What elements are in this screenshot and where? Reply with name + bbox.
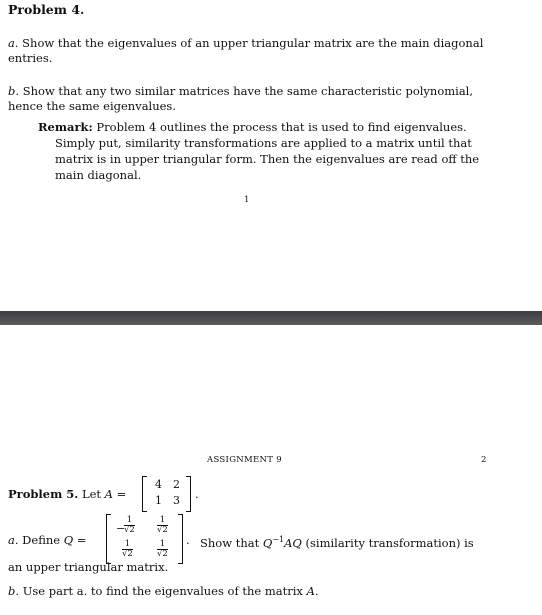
matrix-q-minus-sign: −: [116, 522, 126, 535]
show-that-text: Show that: [200, 535, 260, 550]
problem-5-title: Problem 5.: [8, 487, 79, 501]
matrix-a-r1c1: 4: [155, 478, 162, 491]
problem-4-part-b: [8, 83, 473, 99]
matrix-q-left-bracket: [106, 514, 111, 564]
let-text: Let: [81, 487, 102, 501]
matrix-q-r1c1: $\frac{1}{√2}$: [124, 515, 135, 535]
q-name: Q: [63, 533, 74, 547]
matrix-a-right-bracket: [186, 476, 191, 512]
part-a-text: Show that the eigenvalues of an upper triangular matrix are the main diagonal: [22, 36, 484, 50]
matrix-a-r2c2: 3: [173, 494, 180, 507]
expr-inverse-sup: −1: [272, 535, 285, 544]
part-a-label: a.: [8, 36, 19, 50]
part-b-text: Show that any two similar matrices have the same characteristic polynomial,: [22, 84, 474, 98]
matrix-q-r2c2: $\frac{1}{√2}$: [157, 539, 168, 559]
part-a-label-p5: a.: [8, 533, 19, 547]
show-that-line: [200, 532, 474, 551]
part-b-matrix-name: A: [306, 584, 315, 598]
equals-sign: =: [116, 487, 127, 501]
equals-sign-q: =: [76, 533, 87, 547]
part-b-label-p5: b.: [8, 584, 20, 598]
matrix-a-period: .: [195, 487, 199, 501]
define-text: Define: [22, 533, 61, 547]
remark-line-4: main diagonal.: [55, 168, 142, 182]
expr-aq: AQ: [284, 535, 302, 550]
remark-line-3: matrix is in upper triangular form. Then the eigenvalues are read off the: [55, 152, 480, 166]
matrix-q-r1c2: $\frac{1}{√2}$: [157, 515, 168, 535]
page-separator: [0, 311, 542, 325]
expr-q: Q: [262, 535, 273, 550]
problem-4-title: Problem 4.: [8, 2, 85, 17]
part-a-text-continued: entries.: [8, 51, 53, 65]
part-b-label: b.: [8, 84, 20, 98]
problem-5-intro: [8, 486, 126, 502]
matrix-a-left-bracket: [142, 476, 147, 512]
remark-label: Remark:: [38, 120, 93, 134]
problem-5-part-b: [8, 583, 319, 599]
remark-line-1: [38, 119, 467, 135]
part-b-period: .: [314, 584, 319, 598]
running-header: ASSIGNMENT 9: [207, 455, 282, 465]
page-number-1: 1: [244, 195, 250, 205]
matrix-q-period: .: [186, 533, 190, 547]
matrix-a-r1c2: 2: [173, 478, 180, 491]
matrix-a-r2c1: 1: [155, 494, 162, 507]
upper-triangular-text: an upper triangular matrix.: [8, 560, 169, 574]
similarity-text: (similarity transformation) is: [305, 535, 474, 550]
part-b-text-p5: Use part a. to find the eigenvalues of the matrix: [22, 584, 303, 598]
problem-4-part-a: [8, 35, 483, 51]
page-number-2: 2: [481, 455, 487, 465]
remark-line-2: Simply put, similarity transformations are applied to a matrix until that: [55, 136, 472, 150]
matrix-a-name: A: [104, 487, 113, 501]
page-2: [0, 325, 542, 615]
matrix-q-right-bracket: [178, 514, 183, 564]
define-q-intro: [8, 532, 86, 548]
part-b-text-continued: hence the same eigenvalues.: [8, 99, 176, 113]
matrix-q-r2c1: $\frac{1}{√2}$: [122, 539, 133, 559]
remark-text: Problem 4 outlines the process that is used to find eigenvalues.: [96, 120, 467, 134]
